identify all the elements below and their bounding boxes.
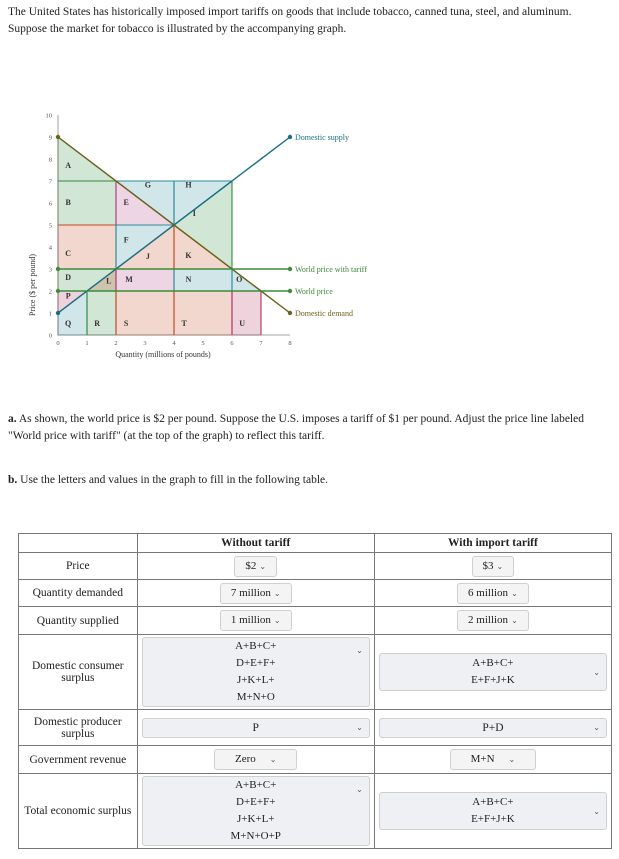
area-c (58, 225, 116, 269)
price-without-dropdown[interactable] (234, 556, 277, 577)
x-tick-label: 8 (288, 340, 292, 347)
qs-with-value: 2 million (468, 614, 509, 626)
area-label-q: Q (65, 319, 72, 329)
area-u (232, 291, 261, 335)
area-label-b: B (65, 198, 71, 208)
area-r (87, 291, 116, 335)
ts-without-value: A+B+C+ D+E+F+ J+K+L+ M+N+O+P (230, 779, 281, 842)
area-label-c: C (65, 248, 72, 258)
area-label-l: L (106, 276, 112, 286)
area-t (174, 291, 232, 335)
curve-labels (295, 133, 367, 318)
chevron-down-icon: ⌄ (273, 588, 281, 598)
area-n (174, 269, 232, 291)
area-label-s: S (123, 319, 129, 329)
row-label-government-revenue: Government revenue (19, 746, 138, 774)
world-price-with-tariff-end-point (288, 267, 292, 271)
qs-without-value: 1 million (230, 614, 271, 626)
gr-without-dropdown[interactable] (214, 749, 297, 770)
area-label-d: D (65, 273, 72, 282)
gr-with-dropdown[interactable] (450, 749, 537, 770)
y-tick-label: 5 (48, 222, 52, 230)
legend-world-price: World price (295, 287, 333, 296)
qs-without-dropdown[interactable] (220, 610, 292, 631)
x-tick-label: 6 (230, 340, 234, 347)
chevron-down-icon: ⌄ (593, 723, 600, 732)
qd-with-value: 6 million (468, 586, 509, 599)
question-a-line-2: "World price with tariff" (at the top of the graph) to reflect this tariff. (8, 430, 325, 442)
question-b-text: Use the letters and values in the graph to fill in the following table. (17, 474, 329, 486)
chevron-down-icon: ⌄ (356, 646, 363, 655)
price-without-value: $2 (245, 559, 257, 572)
row-label-qd: Quantity demanded (19, 580, 138, 607)
row-label-producer-surplus (19, 710, 138, 746)
y-tick-label: 1 (48, 310, 52, 318)
domestic-supply-start-point (56, 311, 60, 315)
question-a-line-1 (8, 411, 584, 428)
ps-with-dropdown[interactable] (379, 718, 607, 738)
cs-label-line-1: Domestic consumer (31, 660, 124, 672)
chevron-down-icon: ⌄ (593, 667, 600, 677)
x-tick-label: 1 (85, 340, 89, 347)
world-price-start-point (56, 289, 60, 293)
ps-with-value: P+D (482, 721, 504, 734)
ps-without-dropdown[interactable] (142, 718, 370, 738)
area-label-a: A (65, 160, 72, 170)
area-label-h: H (185, 180, 192, 190)
price-with-value: $3 (482, 559, 494, 572)
chevron-down-icon: ⌄ (356, 723, 363, 732)
world-price-end-point (288, 289, 292, 293)
x-tick-label: 0 (56, 340, 60, 347)
tariff-graph[interactable] (0, 100, 440, 370)
domestic-supply-end-point (288, 135, 292, 139)
cs-without-dropdown[interactable] (142, 637, 370, 707)
chevron-down-icon: ⌄ (259, 561, 267, 571)
cs-with-dropdown[interactable] (379, 653, 607, 691)
results-table (18, 533, 612, 849)
area-label-f: F (123, 235, 129, 245)
domestic-demand-end-point (288, 311, 292, 315)
y-tick-label: 8 (48, 156, 52, 164)
y-tick-label: 7 (48, 178, 52, 186)
question-a-label: a. (8, 413, 17, 425)
question-b (8, 472, 328, 489)
area-s (116, 291, 174, 335)
area-label-k: K (185, 251, 192, 260)
area-label-o: O (236, 275, 243, 285)
area-label-j: J (145, 252, 150, 262)
y-tick-label: 9 (48, 134, 52, 142)
qd-without-value: 7 million (230, 586, 271, 599)
y-tick-label: 2 (48, 288, 52, 296)
area-label-i: I (192, 209, 196, 219)
qd-with-dropdown[interactable] (457, 583, 529, 604)
gr-without-value: Zero (235, 753, 256, 765)
price-with-dropdown[interactable] (472, 556, 515, 577)
area-label-u: U (239, 319, 246, 329)
x-axis-label: Quantity (millions of pounds) (115, 350, 211, 359)
x-tick-label: 3 (143, 340, 147, 347)
ts-with-dropdown[interactable] (379, 792, 607, 830)
qs-with-dropdown[interactable] (457, 610, 529, 631)
area-label-t: T (181, 319, 187, 329)
x-tick-label: 5 (201, 340, 205, 347)
chevron-down-icon: ⌄ (593, 806, 600, 816)
ps-label-line-2: surplus (61, 727, 95, 740)
row-label-consumer-surplus (19, 635, 138, 710)
legend-world-price-with-tariff: World price with tariff (295, 265, 367, 274)
area-label-m: M (125, 275, 133, 285)
x-tick-label: 4 (172, 340, 176, 347)
legend-domestic-supply: Domestic supply (295, 133, 349, 142)
area-label-p: P (65, 291, 71, 301)
cs-with-value: A+B+C+ E+F+J+K (471, 657, 515, 686)
ts-with-value: A+B+C+ E+F+J+K (471, 796, 515, 825)
ps-without-value: P (252, 721, 259, 734)
row-label-qs: Quantity supplied (19, 607, 138, 635)
x-tick-label: 2 (114, 340, 118, 347)
x-tick-label: 7 (259, 340, 263, 347)
intro-line-2: Suppose the market for tobacco is illustrated by the accompanying graph. (8, 23, 347, 35)
cs-label-line-2: surplus (61, 672, 95, 684)
area-label-n: N (185, 275, 192, 285)
y-axis-label: Price ($ per pound) (28, 254, 37, 316)
y-tick-label: 6 (48, 200, 52, 208)
header-with-tariff: With import tariff (374, 534, 611, 553)
question-b-label: b. (8, 474, 18, 486)
world-price-with-tariff-start-point (56, 267, 60, 271)
header-without-tariff: Without tariff (137, 534, 374, 553)
area-label-e: E (123, 198, 129, 208)
chevron-down-icon: ⌄ (273, 616, 281, 625)
area-label-g: G (144, 180, 152, 190)
question-a-text: As shown, the world price is $2 per pound. Suppose the U.S. imposes a tariff of $1 per pound. Adjust the price line labeled (16, 413, 584, 425)
gr-with-value: M+N (470, 753, 495, 765)
qd-without-dropdown[interactable] (220, 583, 292, 604)
chevron-down-icon: ⌄ (269, 755, 277, 764)
table-corner (19, 534, 138, 553)
ts-without-dropdown[interactable] (142, 776, 370, 846)
y-tick-label: 3 (48, 266, 52, 274)
chevron-down-icon: ⌄ (356, 785, 363, 794)
chevron-down-icon: ⌄ (511, 588, 518, 598)
y-tick-label: 0 (48, 332, 52, 340)
intro-line-1: The United States has historically imposed import tariffs on goods that include tobacco, canned tuna, steel, and aluminum. (8, 6, 572, 18)
y-tick-label: 4 (48, 244, 52, 252)
y-tick-label: 10 (45, 112, 52, 120)
cs-without-value: A+B+C+ D+E+F+ J+K+L+ M+N+O (235, 640, 277, 703)
chevron-down-icon: ⌄ (508, 755, 516, 764)
chevron-down-icon: ⌄ (511, 616, 518, 625)
row-label-price: Price (19, 553, 138, 580)
legend-domestic-demand: Domestic demand (295, 309, 353, 318)
chevron-down-icon: ⌄ (496, 561, 504, 571)
area-label-r: R (94, 319, 101, 329)
domestic-demand-start-point (56, 135, 60, 139)
row-label-total-surplus: Total economic surplus (19, 774, 138, 849)
ps-label-line-1: Domestic producer (33, 715, 122, 728)
